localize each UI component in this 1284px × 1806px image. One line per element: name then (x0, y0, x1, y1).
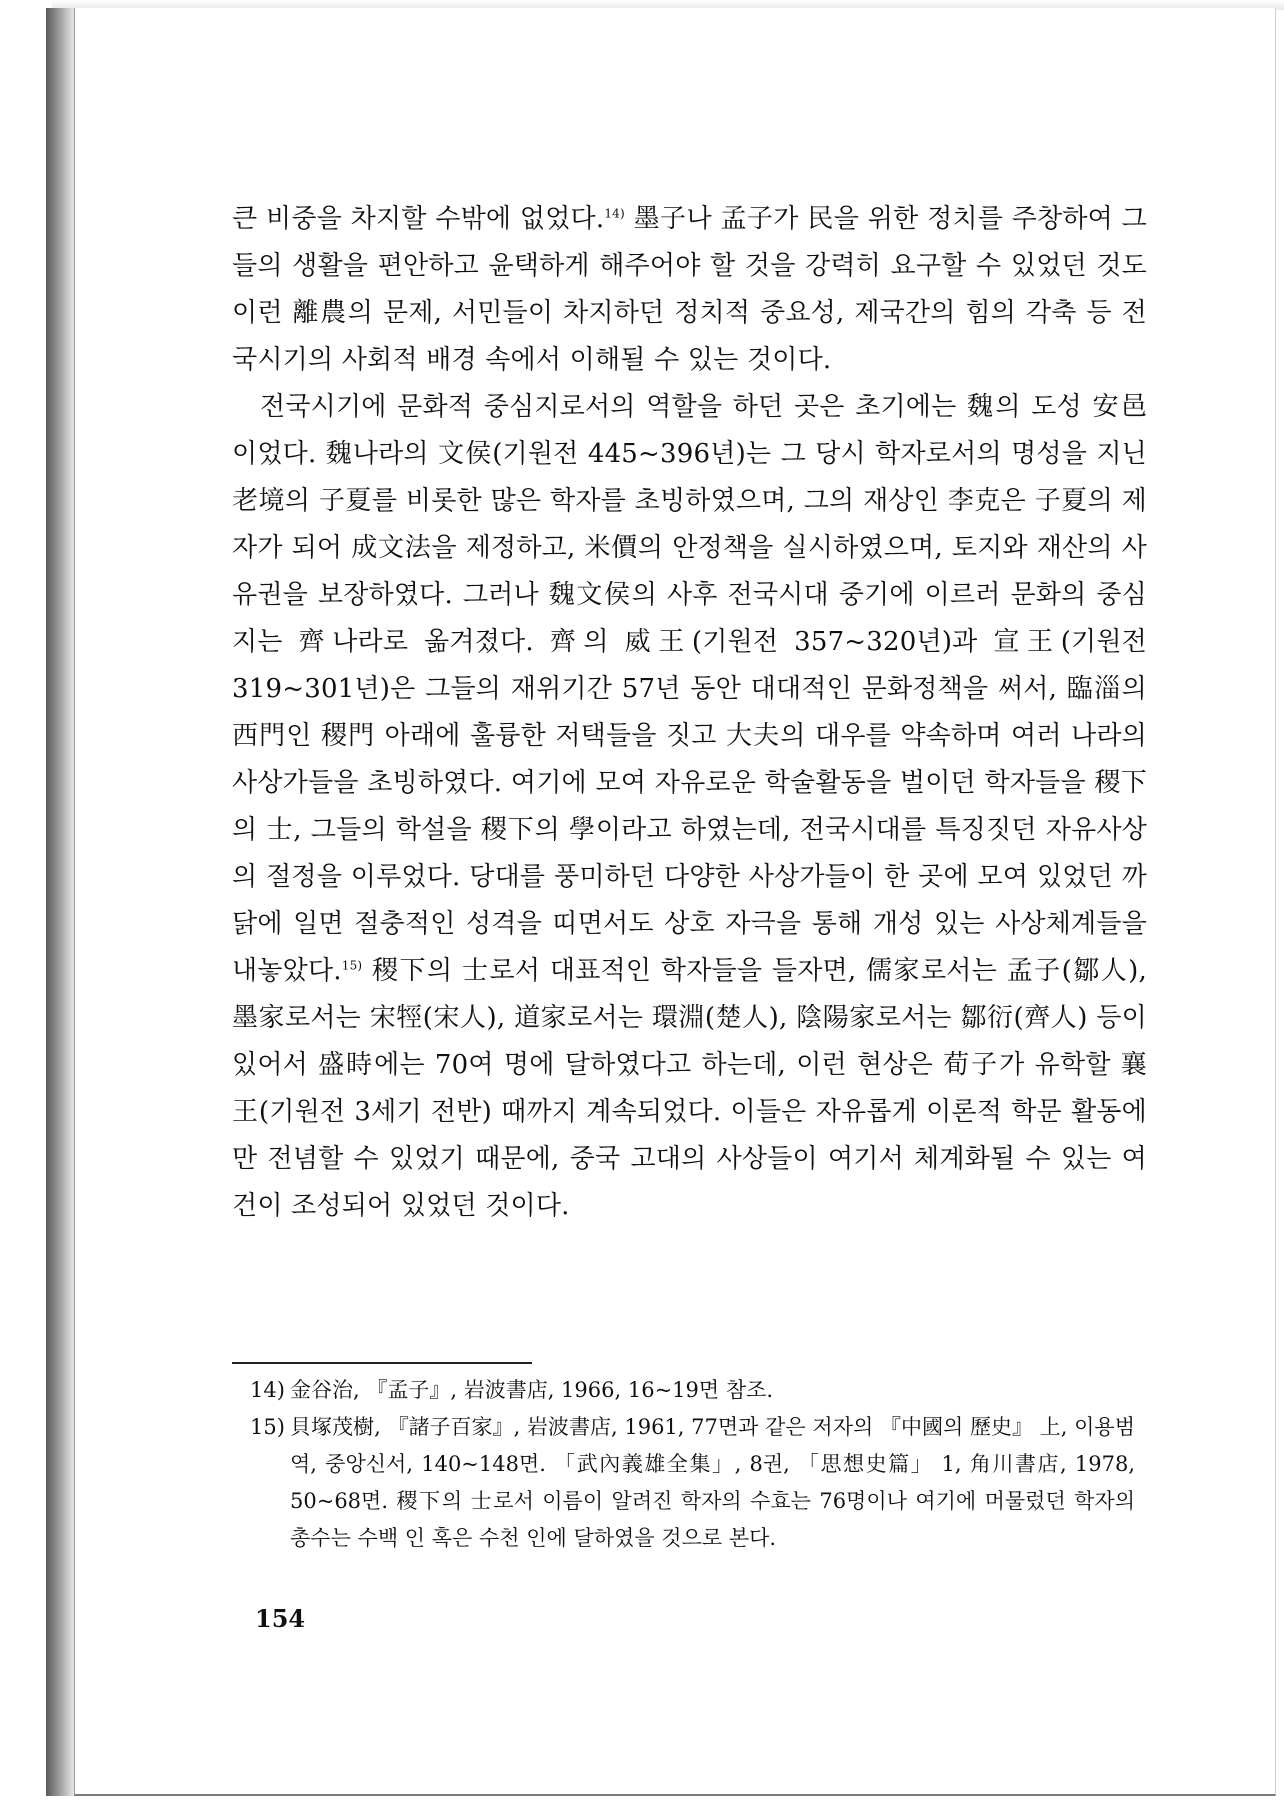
paragraph-2 (232, 384, 1147, 1230)
paragraph-1-text-a: 큰 비중을 차지할 수밖에 없었다. (232, 204, 605, 234)
book-spine-edge (46, 8, 74, 1796)
footnote-15 (250, 1409, 1135, 1557)
footnote-ref-14[interactable]: 14) (604, 206, 625, 221)
footnote-text: 貝塚茂樹, 『諸子百家』, 岩波書店, 1961, 77면과 같은 저자의 『中國의 歷史』 上, 이용범 역, 중앙신서, 140~148면. 「武內義雄全集」, 8권, 「思想史篇」 1, 角川書店, 1978, 50~68면. 稷下의 士로서 이름이 알려진 학자의 수효는 76명이나 여기에 머물렀던 학자의 총수는 수백 인 혹은 수천 인에 달하였을 것으로 본다. (290, 1415, 1135, 1550)
main-text (232, 196, 1147, 1230)
footnote-ref-15[interactable]: 15) (341, 958, 363, 973)
footnote-divider (232, 1362, 532, 1364)
footnotes (250, 1372, 1135, 1557)
footnote-number: 15) (250, 1415, 285, 1439)
paragraph-1 (232, 196, 1147, 384)
footnote-number: 14) (250, 1378, 285, 1402)
paragraph-2-text-a: 전국시기에 문화적 중심지로서의 역할을 하던 곳은 초기에는 魏의 도성 安邑이었다. 魏나라의 文侯(기원전 445~396년)는 그 당시 학자로서의 명성을 지닌 老境의 子夏를 비롯한 많은 학자를 초빙하였으며, 그의 재상인 李克은 子夏의 제자가 되어 成文法을 제정하고, 米價의 안정책을 실시하였으며, 토지와 재산의 사유권을 보장하였다. 그러나 魏文侯의 사후 전국시대 중기에 이르러 문화의 중심지는 齊나라로 옮겨졌다. 齊의 威王(기원전 357~320년)과 宣王(기원전 319~301년)은 그들의 재위기간 57년 동안 대대적인 문화정책을 써서, 臨淄의 西門인 稷門 아래에 훌륭한 저택들을 짓고 大夫의 대우를 약속하며 여러 나라의 사상가들을 초빙하였다. 여기에 모여 자유로운 학술활동을 벌이던 학자들을 稷下의 士, 그들의 학설을 稷下의 學이라고 하였는데, 전국시대를 특징짓던 자유사상의 절정을 이루었다. 당대를 풍미하던 다양한 사상가들이 한 곳에 모여 있었던 까닭에 일면 절충적인 성격을 띠면서도 상호 자극을 통해 개성 있는 사상체계들을 내놓았다. (232, 392, 1147, 986)
footnote-text: 金谷治, 『孟子』, 岩波書店, 1966, 16~19면 참조. (290, 1378, 774, 1402)
page-number: 154 (255, 1604, 306, 1633)
footnote-14 (250, 1372, 1135, 1409)
paragraph-1-text-b: 墨子나 孟子가 民을 위한 정치를 주창하여 그들의 생활을 편안하고 윤택하게 해주어야 할 것을 강력히 요구할 수 있었던 것도 이런 離農의 문제, 서민들이 차지하던 정치적 중요성, 제국간의 힘의 각축 등 전국시기의 사회적 배경 속에서 이해될 수 있는 것이다. (232, 204, 1147, 375)
paragraph-2-text-b: 稷下의 士로서 대표적인 학자들을 들자면, 儒家로서는 孟子(鄒人), 墨家로서는 宋牼(宋人), 道家로서는 環淵(楚人), 陰陽家로서는 鄒衍(齊人) 등이 있어서 盛時에는 70여 명에 달하였다고 하는데, 이런 현상은 荀子가 유학할 襄王(기원전 3세기 전반) 때까지 계속되었다. 이들은 자유롭게 이론적 학문 활동에만 전념할 수 있었기 때문에, 중국 고대의 사상들이 여기서 체계화될 수 있는 여건이 조성되어 있었던 것이다. (232, 956, 1147, 1221)
